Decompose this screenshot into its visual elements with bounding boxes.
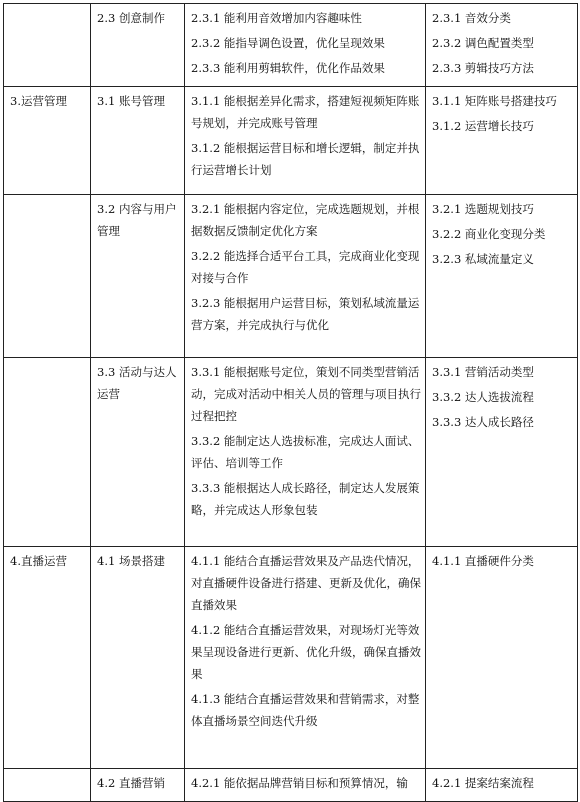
skill-item: 4.1.1 能结合直播运营效果及产品迭代情况，对直播硬件设备进行搭建、更新及优化，确保直播效果	[191, 554, 421, 612]
skills-cell	[185, 769, 426, 802]
module-cell: 3.运营管理	[4, 87, 91, 195]
skill-item: 3.2.1 能根据内容定位，完成选题规划，并根据数据反馈制定优化方案	[191, 202, 420, 238]
skills-cell	[185, 358, 426, 547]
skills-cell	[185, 87, 426, 195]
unit-cell: 2.3 创意制作	[91, 4, 185, 87]
skill-item: 3.3.2 能制定达人选拔标准，完成达人面试、评估、培训等工作	[191, 434, 420, 470]
skill-item: 2.3.3 能利用剪辑软件，优化作品效果	[191, 61, 385, 75]
module-cell: 4.直播运营	[4, 547, 91, 769]
table-row	[4, 358, 578, 547]
module-cell	[4, 769, 91, 802]
module-cell	[4, 358, 91, 547]
unit-cell: 4.1 场景搭建	[91, 547, 185, 769]
skill-item: 3.1.2 能根据运营目标和增长逻辑，制定并执行运营增长计划	[191, 141, 420, 177]
knowledge-item: 3.1.1 矩阵账号搭建技巧	[432, 94, 557, 108]
unit-cell: 3.1 账号管理	[91, 87, 185, 195]
knowledge-item: 3.2.2 商业化变现分类	[432, 227, 546, 241]
skill-item: 3.3.3 能根据达人成长路径，制定达人发展策略，并完成达人形象包装	[191, 481, 420, 517]
table-row	[4, 4, 578, 87]
knowledge-item: 2.3.1 音效分类	[432, 11, 511, 25]
skill-item: 2.3.2 能指导调色设置，优化呈现效果	[191, 36, 385, 50]
module-cell	[4, 195, 91, 358]
knowledge-cell	[426, 195, 578, 358]
skill-item: 3.2.3 能根据用户运营目标，策划私域流量运营方案，并完成执行与优化	[191, 296, 420, 332]
unit-cell	[91, 769, 185, 802]
knowledge-cell	[426, 769, 578, 802]
skill-item: 4.2.1 能依据品牌营销目标和预算情况，输	[191, 776, 408, 790]
knowledge-item: 4.1.1 直播硬件分类	[432, 554, 534, 568]
skills-cell	[185, 195, 426, 358]
knowledge-item: 3.1.2 运营增长技巧	[432, 119, 534, 133]
knowledge-item: 3.2.3 私域流量定义	[432, 252, 534, 266]
knowledge-item: 2.3.2 调色配置类型	[432, 36, 534, 50]
competency-table	[3, 3, 578, 802]
knowledge-item: 2.3.3 剪辑技巧方法	[432, 61, 534, 75]
skill-item: 3.3.1 能根据账号定位，策划不同类型营销活动，完成对活动中相关人员的管理与项目执行过程把控	[191, 365, 421, 423]
module-cell	[4, 4, 91, 87]
knowledge-item: 3.2.1 选题规划技巧	[432, 202, 534, 216]
table-row	[4, 769, 578, 802]
knowledge-item: 4.2.1 提案结案流程	[432, 776, 534, 790]
knowledge-cell	[426, 4, 578, 87]
skill-item: 3.1.1 能根据差异化需求，搭建短视频矩阵账号规划，并完成账号管理	[191, 94, 420, 130]
table-row	[4, 195, 578, 358]
table-row	[4, 547, 578, 769]
knowledge-item: 3.3.1 营销活动类型	[432, 365, 534, 379]
table-row	[4, 87, 578, 195]
knowledge-cell	[426, 358, 578, 547]
skill-item: 4.1.2 能结合直播运营效果，对现场灯光等效果呈现设备进行更新、优化升级，确保直播效果	[191, 623, 421, 681]
knowledge-item: 3.3.2 达人选拔流程	[432, 390, 534, 404]
skill-item: 4.1.3 能结合直播运营效果和营销需求，对整体直播场景空间迭代升级	[191, 692, 420, 728]
unit-cell: 3.3 活动与达人运营	[91, 358, 185, 547]
knowledge-cell	[426, 547, 578, 769]
skills-cell	[185, 4, 426, 87]
skill-item: 3.2.2 能选择合适平台工具，完成商业化变现对接与合作	[191, 249, 420, 285]
unit-cell: 3.2 内容与用户管理	[91, 195, 185, 358]
knowledge-item: 3.3.3 达人成长路径	[432, 415, 534, 429]
skill-item: 2.3.1 能利用音效增加内容趣味性	[191, 11, 362, 25]
knowledge-cell	[426, 87, 578, 195]
unit-label: 4.2 直播营销	[97, 776, 165, 790]
skills-cell	[185, 547, 426, 769]
